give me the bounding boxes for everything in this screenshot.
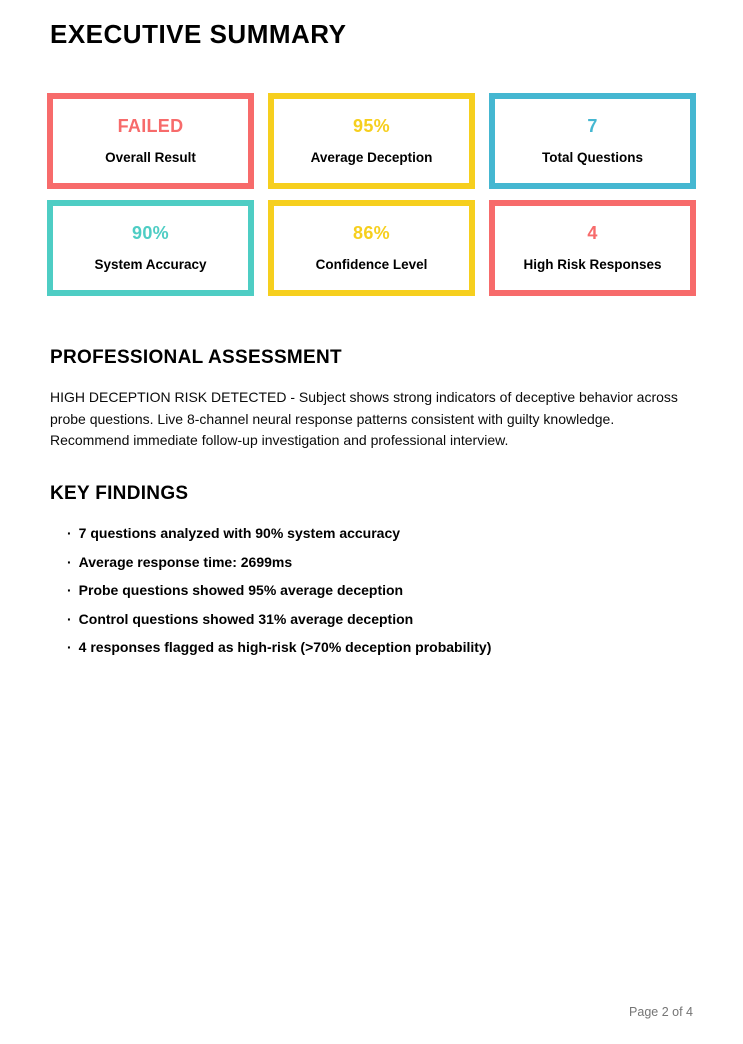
professional-assessment-heading: PROFESSIONAL ASSESSMENT xyxy=(50,347,342,368)
list-item xyxy=(50,555,695,569)
finding-text: Control questions showed 31% average deception xyxy=(78,610,414,627)
finding-text: Average response time: 2699ms xyxy=(78,553,293,570)
page-title: EXECUTIVE SUMMARY xyxy=(50,19,347,49)
list-item xyxy=(50,640,695,654)
key-findings-list xyxy=(50,526,695,654)
stat-value: 7 xyxy=(587,115,598,136)
finding-text: Probe questions showed 95% average deception xyxy=(78,582,404,598)
stat-label: Overall Result xyxy=(105,149,196,165)
list-item xyxy=(50,583,695,597)
finding-text: 7 questions analyzed with 90% system accuracy xyxy=(78,525,401,541)
stat-value: FAILED xyxy=(117,115,184,136)
professional-assessment-body: HIGH DECEPTION RISK DETECTED - Subject shows strong indicators of deceptive behavior across probe questions. Live 8-channel neural response patterns consistent with guilty knowledge. Recommend immediate follow-up investigation and professional interview. xyxy=(50,389,678,448)
stat-label: Confidence Level xyxy=(315,256,428,272)
stat-card-high-risk-responses xyxy=(489,200,696,296)
finding-text: 4 responses flagged as high-risk (>70% deception probability) xyxy=(78,639,492,655)
stat-card-overall-result xyxy=(47,93,254,189)
key-findings-section xyxy=(50,483,695,669)
stat-card-confidence-level xyxy=(268,200,475,296)
stat-label: System Accuracy xyxy=(94,256,207,272)
stat-value: 95% xyxy=(353,115,390,136)
bullet-icon: · xyxy=(67,639,72,655)
stat-card-total-questions xyxy=(489,93,696,189)
professional-assessment-section xyxy=(50,347,695,452)
stat-value: 4 xyxy=(587,222,598,243)
stat-label: Average Deception xyxy=(310,149,433,165)
bullet-icon: · xyxy=(67,553,72,570)
bullet-icon: · xyxy=(67,582,72,598)
stat-card-system-accuracy xyxy=(47,200,254,296)
list-item xyxy=(50,526,695,540)
list-item xyxy=(50,612,695,626)
page-number: Page 2 of 4 xyxy=(629,1005,693,1019)
bullet-icon: · xyxy=(67,525,72,541)
stat-value: 90% xyxy=(132,222,169,243)
key-findings-heading: KEY FINDINGS xyxy=(50,483,189,504)
stat-card-average-deception xyxy=(268,93,475,189)
bullet-icon: · xyxy=(67,610,72,627)
stat-label: High Risk Responses xyxy=(523,256,662,272)
stat-label: Total Questions xyxy=(541,149,643,165)
summary-cards-grid xyxy=(47,93,696,296)
stat-value: 86% xyxy=(353,222,390,243)
